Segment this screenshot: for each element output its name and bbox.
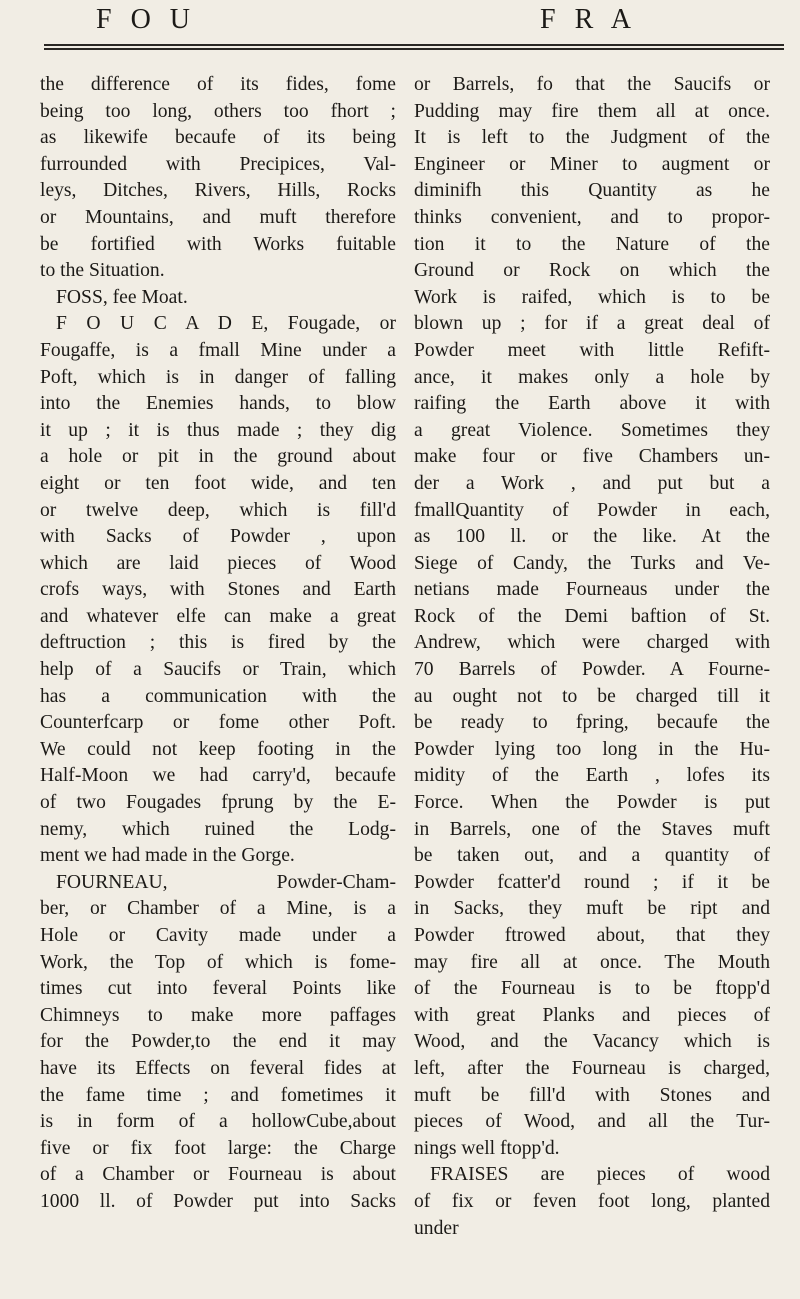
text-line: raifing the Earth above it with [414, 393, 770, 415]
text-line: in Sacks, they muft be ript and [414, 898, 770, 920]
text-line: Work, the Top of which is fome- [40, 951, 396, 973]
text-line: Pudding may fire them all at once. [414, 100, 770, 122]
text-line: help of a Saucifs or Train, which [40, 659, 396, 681]
text-line: Siege of Candy, the Turks and Ve- [414, 552, 770, 574]
text-line: Rock of the Demi baftion of St. [414, 605, 770, 627]
text-line: Powder lying too long in the Hu- [414, 738, 770, 760]
text-line: be ready to fpring, becaufe the [414, 712, 770, 734]
running-header [0, 0, 800, 40]
text-line: eight or ten foot wide, and ten [40, 472, 396, 494]
text-line: 1000 ll. of Powder put into Sacks [40, 1190, 396, 1212]
text-line: muft be fill'd with Stones and [414, 1084, 770, 1106]
text-line: furrounded with Precipices, Val- [40, 153, 396, 175]
text-line: with great Planks and pieces of [414, 1004, 770, 1026]
text-line: FOURNEAU, Powder-Cham- [56, 871, 396, 893]
text-line: Wood, and the Vacancy which is [414, 1031, 770, 1053]
right-column [414, 72, 770, 1242]
text-line: leys, Ditches, Rivers, Hills, Rocks [40, 180, 396, 202]
text-line: F O U C A D E, Fougade, or [56, 313, 396, 335]
text-line: have its Effects on feveral fides at [40, 1057, 396, 1079]
text-line: being too long, others too fhort ; [40, 100, 396, 122]
text-line: ance, it makes only a hole by [414, 366, 770, 388]
text-line: diminifh this Quantity as he [414, 180, 770, 202]
text-line: FRAISES are pieces of wood [430, 1164, 770, 1186]
text-line: a great Violence. Sometimes they [414, 419, 770, 441]
text-line: Work is raifed, which is to be [414, 286, 770, 308]
text-line: of two Fougades fprung by the E- [40, 792, 396, 814]
text-line: midity of the Earth , lofes its [414, 765, 770, 787]
text-line: Poft, which is in danger of falling [40, 366, 396, 388]
text-line: au ought not to be charged till it [414, 685, 770, 707]
text-line: as likewife becaufe of its being [40, 127, 396, 149]
text-line: times cut into feveral Points like [40, 978, 396, 1000]
text-line: Fougaffe, is a fmall Mine under a [40, 339, 396, 361]
text-line: be taken out, and a quantity of [414, 845, 770, 867]
text-line: Ground or Rock on which the [414, 260, 770, 282]
text-line: thinks convenient, and to propor- [414, 206, 770, 228]
text-line: has a communication with the [40, 685, 396, 707]
text-line: netians made Fourneaus under the [414, 579, 770, 601]
text-line: Powder meet with little Refift- [414, 339, 770, 361]
text-line: the fame time ; and fometimes it [40, 1084, 396, 1106]
text-line: with Sacks of Powder , upon [40, 526, 396, 548]
text-line: to the Situation. [40, 260, 165, 282]
text-line: der a Work , and put but a [414, 472, 770, 494]
text-line: and whatever elfe can make a great [40, 605, 396, 627]
text-line: it up ; it is thus made ; they dig [40, 419, 396, 441]
text-line: be fortified with Works fuitable [40, 233, 396, 255]
text-line: We could not keep footing in the [40, 738, 396, 760]
text-line: It is left to the Judgment of the [414, 127, 770, 149]
text-line: in Barrels, one of the Staves muft [414, 818, 770, 840]
text-line: Half-Moon we had carry'd, becaufe [40, 765, 396, 787]
text-line: Force. When the Powder is put [414, 792, 770, 814]
text-line: blown up ; for if a great deal of [414, 313, 770, 335]
text-line: make four or five Chambers un- [414, 446, 770, 468]
text-line: nings well ftopp'd. [414, 1137, 560, 1159]
text-line: Powder fcatter'd round ; if it be [414, 871, 770, 893]
text-line: as 100 ll. or the like. At the [414, 526, 770, 548]
header-left: F O U [96, 4, 197, 35]
text-line: into the Enemies hands, to blow [40, 393, 396, 415]
text-line: the difference of its fides, fome [40, 74, 396, 95]
text-line: FOSS, fee Moat. [56, 286, 188, 308]
text-line: may fire all at once. The Mouth [414, 951, 770, 973]
text-line: left, after the Fourneau is charged, [414, 1057, 770, 1079]
text-line: Powder ftrowed about, that they [414, 925, 770, 946]
text-line: or Mountains, and muft therefore [40, 206, 396, 228]
text-line: of fix or feven foot long, planted [414, 1190, 770, 1212]
text-line: nemy, which ruined the Lodg- [40, 818, 396, 840]
left-column [40, 72, 396, 1216]
text-line: or Barrels, fo that the Saucifs or [414, 74, 770, 95]
text-line: a hole or pit in the ground about [40, 446, 396, 468]
text-line: crofs ways, with Stones and Earth [40, 579, 396, 601]
text-line: deftruction ; this is fired by the [40, 632, 396, 654]
text-line: ber, or Chamber of a Mine, is a [40, 898, 396, 920]
text-line: pieces of Wood, and all the Tur- [414, 1111, 770, 1133]
text-line: of the Fourneau is to be ftopp'd [414, 978, 770, 1000]
text-line: fmallQuantity of Powder in each, [414, 499, 770, 521]
header-rule [44, 44, 784, 50]
text-line: 70 Barrels of Powder. A Fourne- [414, 659, 770, 681]
text-line: or twelve deep, which is fill'd [40, 499, 396, 521]
text-line: under [414, 1217, 459, 1239]
text-line: Chimneys to make more paffages [40, 1004, 396, 1026]
text-line: of a Chamber or Fourneau is about [40, 1164, 396, 1186]
text-line: Hole or Cavity made under a [40, 925, 396, 946]
text-line: five or fix foot large: the Charge [40, 1137, 396, 1159]
text-line: ment we had made in the Gorge. [40, 845, 295, 867]
text-line: Engineer or Miner to augment or [414, 153, 770, 175]
text-line: is in form of a hollowCube,about [40, 1111, 396, 1133]
header-right: F R A [540, 4, 637, 35]
text-line: tion it to the Nature of the [414, 233, 770, 255]
text-line: Counterfcarp or fome other Poft. [40, 712, 396, 734]
text-line: which are laid pieces of Wood [40, 552, 396, 574]
text-line: for the Powder,to the end it may [40, 1031, 396, 1053]
text-line: Andrew, which were charged with [414, 632, 770, 654]
